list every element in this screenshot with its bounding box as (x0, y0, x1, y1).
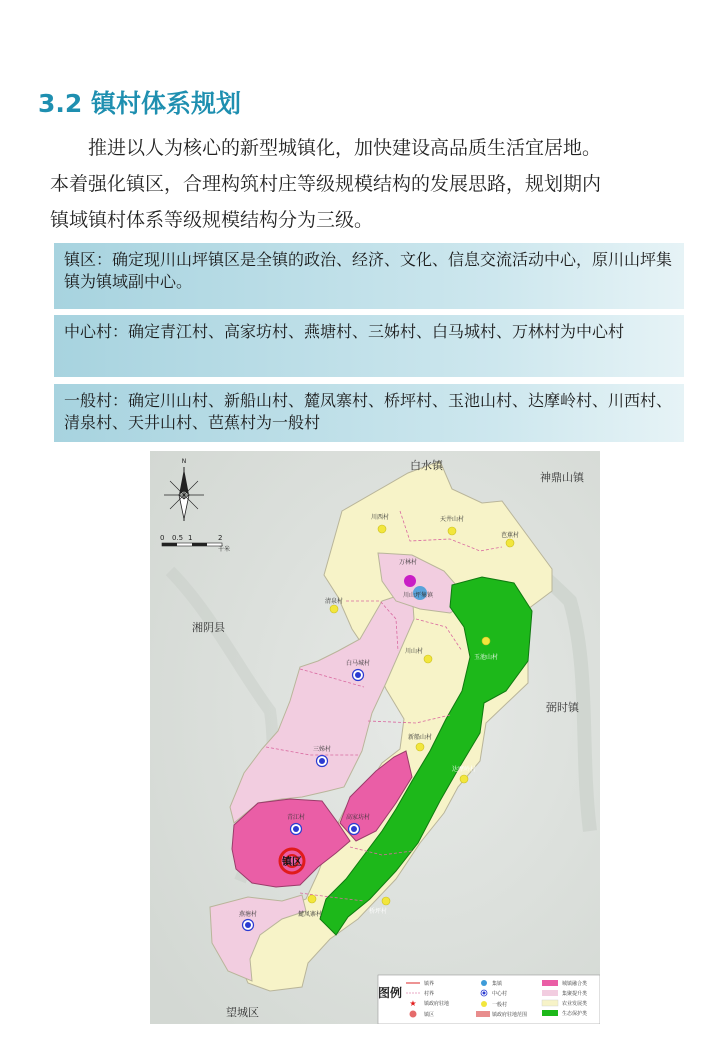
neighbor-wangcheng: 望城区 (226, 1006, 259, 1019)
svg-text:清泉村: 清泉村 (324, 598, 344, 605)
svg-text:万林村: 万林村 (398, 559, 418, 566)
svg-text:镇区: 镇区 (424, 1012, 435, 1018)
svg-text:青江村: 青江村 (286, 814, 306, 821)
svg-text:燕塘村: 燕塘村 (238, 911, 258, 918)
neighbor-xiangyin: 湘阴县 (192, 621, 225, 634)
svg-text:集镇: 集镇 (492, 981, 503, 987)
svg-text:一般村: 一般村 (492, 1002, 508, 1008)
svg-text:镇政府驻地: 镇政府驻地 (424, 1001, 450, 1007)
svg-text:城镇融合类: 城镇融合类 (562, 981, 588, 987)
svg-text:三姊村: 三姊村 (312, 746, 332, 753)
svg-text:麓凤寨村: 麓凤寨村 (297, 911, 323, 918)
band-town: 镇区：确定现川山坪镇区是全镇的政治、经济、文化、信息交流活动中心，原川山坪集镇为镇域副中心。 (54, 243, 684, 309)
intro-line-3: 镇域镇村体系等级规模结构分为三级。 (50, 209, 374, 231)
svg-text:玉池山村: 玉池山村 (473, 654, 499, 661)
svg-text:千米: 千米 (218, 546, 231, 553)
svg-text:1: 1 (188, 534, 193, 542)
svg-text:村界: 村界 (424, 991, 435, 997)
neighbor-shendingshan: 神鼎山镇 (540, 471, 584, 484)
town-village-system-map (150, 451, 600, 1024)
svg-text:2: 2 (218, 534, 223, 542)
neighbor-baishui: 白水镇 (410, 459, 443, 472)
svg-text:镇政府驻地范围: 镇政府驻地范围 (492, 1012, 528, 1018)
map-legend (378, 975, 600, 1024)
svg-text:桥坪村: 桥坪村 (368, 908, 388, 915)
svg-text:镇界: 镇界 (424, 981, 435, 987)
svg-text:0.5: 0.5 (172, 534, 184, 542)
svg-text:新船山村: 新船山村 (407, 734, 433, 741)
svg-text:天井山村: 天井山村 (439, 516, 465, 523)
intro-line-1: 推进以人为核心的新型城镇化，加快建设高品质生活宜居地。 (50, 137, 602, 159)
neighbor-bishi: 弼时镇 (546, 701, 579, 714)
wanlin-marker (404, 575, 416, 587)
band-general-village: 一般村：确定川山村、新船山村、麓凤寨村、桥坪村、玉池山村、达摩岭村、川西村、清泉村、天井山村、芭蕉村为一般村 (54, 384, 684, 442)
svg-text:白马城村: 白马城村 (345, 660, 371, 667)
section-heading: 3.2 镇村体系规划 (38, 89, 241, 118)
svg-text:N: N (181, 458, 187, 465)
svg-text:生态保护类: 生态保护类 (562, 1011, 588, 1017)
band-center-village: 中心村：确定青江村、高家坊村、燕塘村、三姊村、白马城村、万林村为中心村 (54, 315, 684, 377)
svg-text:图例: 图例 (377, 986, 403, 1000)
svg-text:镇区: 镇区 (282, 857, 302, 868)
svg-text:集聚提升类: 集聚提升类 (562, 991, 588, 997)
svg-text:★: ★ (409, 999, 417, 1008)
svg-text:高家坊村: 高家坊村 (345, 814, 371, 821)
intro-paragraph (50, 130, 680, 238)
svg-text:0: 0 (160, 534, 165, 542)
svg-text:川山村: 川山村 (404, 648, 424, 655)
svg-text:农业发展类: 农业发展类 (562, 1001, 588, 1007)
svg-text:芭蕉村: 芭蕉村 (500, 532, 520, 539)
svg-text:中心村: 中心村 (492, 991, 508, 997)
svg-text:川山坪集镇: 川山坪集镇 (402, 592, 434, 599)
svg-text:川西村: 川西村 (370, 514, 390, 521)
svg-text:达摩岭村: 达摩岭村 (451, 766, 477, 773)
intro-line-2: 本着强化镇区，合理构筑村庄等级规模结构的发展思路，规划期内 (50, 173, 602, 195)
